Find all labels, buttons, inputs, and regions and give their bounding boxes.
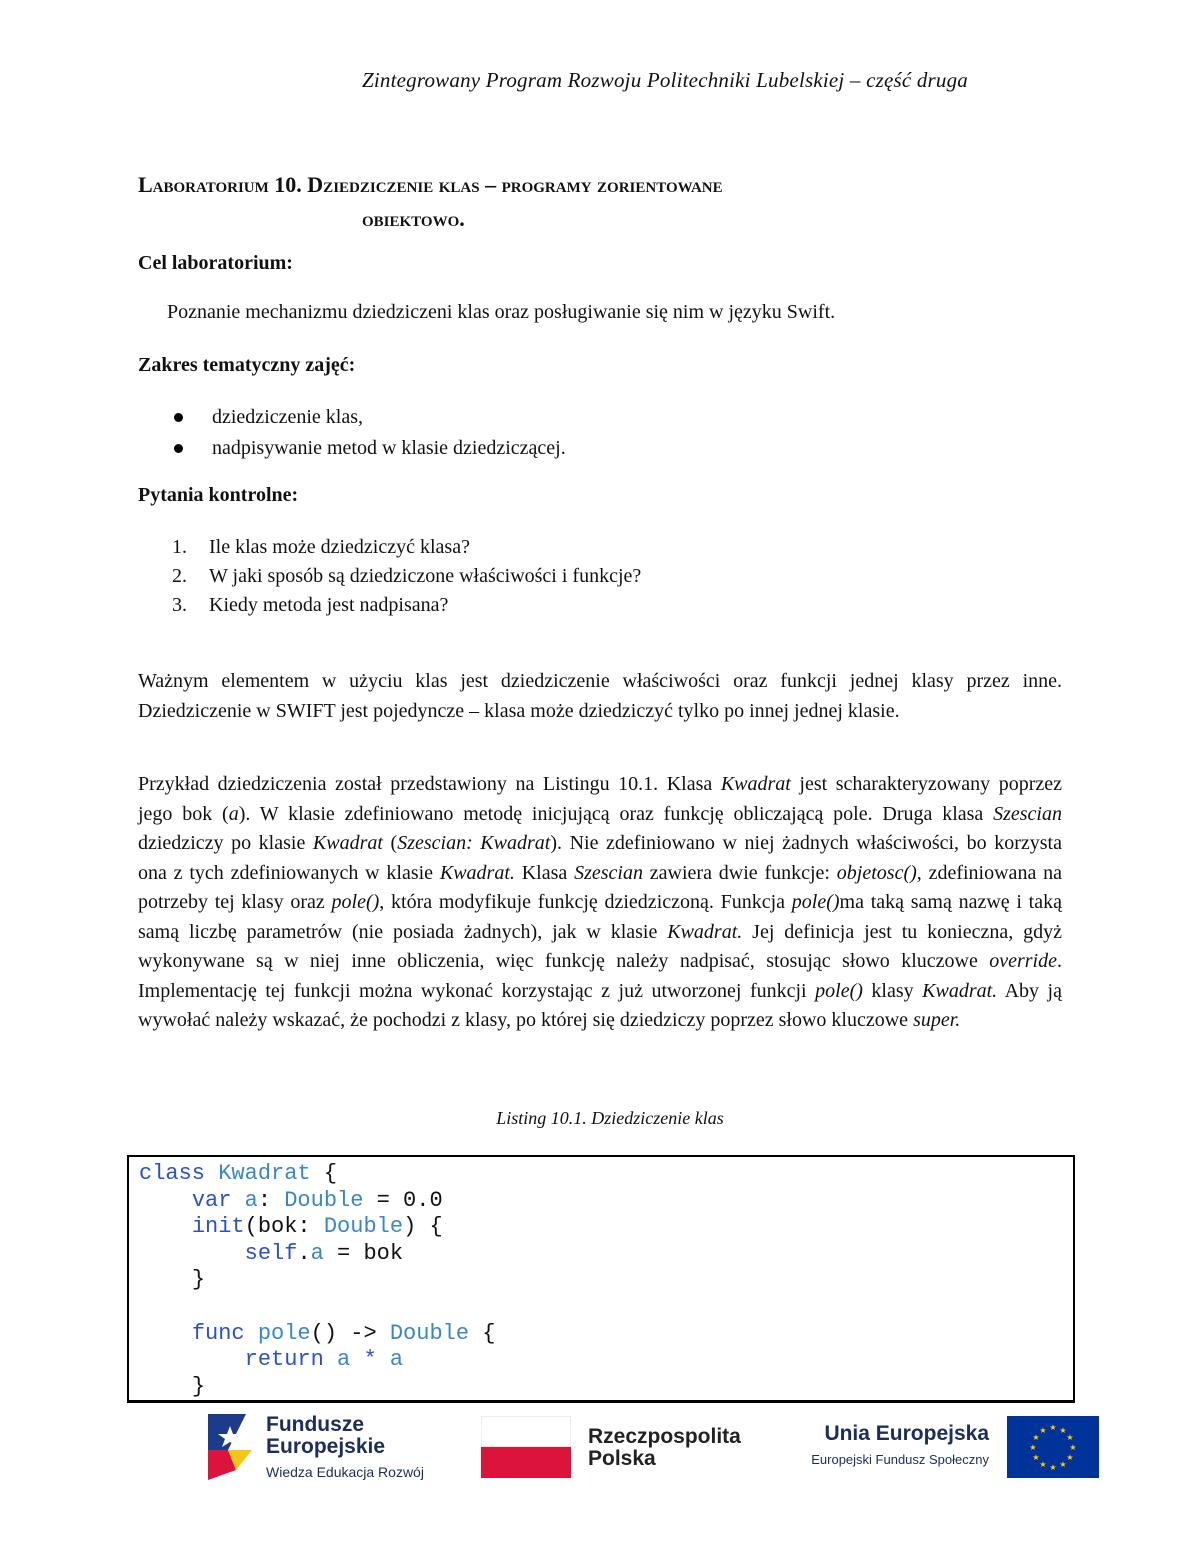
title-part-b: Dziedziczenie klas – programy zorientowane <box>307 172 723 197</box>
scope-list <box>170 402 566 464</box>
svg-text:★: ★ <box>1032 1433 1040 1442</box>
fundusze-europejskie-text: Fundusze Europejskie Wiedza Edukacja Rozwój <box>266 1413 424 1480</box>
title-part-a: Laboratorium 10. <box>138 172 308 197</box>
goal-heading: Cel laboratorium: <box>138 252 293 274</box>
lab-title <box>138 168 1058 236</box>
svg-text:★: ★ <box>1069 1443 1077 1452</box>
unia-europejska-text: Unia Europejska Europejski Fundusz Społeczny <box>811 1422 989 1467</box>
svg-text:★: ★ <box>1039 1426 1047 1435</box>
scope-heading: Zakres tematyczny zajęć: <box>138 354 356 376</box>
eu-flag-icon <box>1007 1416 1099 1478</box>
svg-text:★: ★ <box>1039 1460 1047 1469</box>
svg-text:★: ★ <box>1049 1423 1057 1432</box>
list-item: 3. Kiedy metoda jest nadpisana? <box>172 594 449 616</box>
questions-list <box>172 533 641 620</box>
svg-text:★: ★ <box>1059 1460 1067 1469</box>
list-item: dziedziczenie klas, <box>170 402 566 433</box>
paragraph-example: Przykład dziedziczenia został przedstawiony na Listingu 10.1. Klasa Kwadrat jest scharakteryzowany poprzez jego bok (a). W klasie zdefiniowano metodę inicjującą oraz funkcję obliczającą pole. Druga klasa Szescian dziedziczy po klasie Kwadrat (Szescian: Kwadrat). Nie zdefiniowano w niej żadnych właściwości, bo korzysta ona z tych zdefiniowanych w klasie Kwadrat. Klasa Szescian zawiera dwie funkcje: objetosc(), zdefiniowana na potrzeby tej klasy oraz pole(), która modyfikuje funkcję dziedziczoną. Funkcja pole()ma taką samą nazwę i taką samą liczbę parametrów (nie posiada żadnych), jak w klasie Kwadrat. Jej definicja jest tu konieczna, gdyż wykonywane są w niej inne obliczenia, więc funkcję należy nadpisać, stosując słowo kluczowe override. Implementację tej funkcji można wykonać korzystając z już utworzonej funkcji pole() klasy Kwadrat. Aby ją wywołać należy wskazać, że pochodzi z klasy, po której się dziedziczy poprzez słowo kluczowe super. <box>138 773 1063 1031</box>
svg-text:★: ★ <box>1059 1426 1067 1435</box>
svg-text:★: ★ <box>1066 1453 1074 1462</box>
paragraph-intro: Ważnym elementem w użyciu klas jest dziedziczenie właściwości oraz funkcji jednej klasy przez inne. Dziedziczenie w SWIFT jest pojedyncze – klasa może dziedziczyć tylko po innej jednej klasie. <box>138 670 1062 722</box>
list-item: 1. Ile klas może dziedziczyć klasa? <box>172 536 470 558</box>
list-item: 2. W jaki sposób są dziedziczone właściwości i funkcje? <box>172 565 642 587</box>
bullet-icon <box>174 444 183 453</box>
polish-flag-icon <box>481 1416 571 1478</box>
title-line-2: obiektowo. <box>362 206 465 231</box>
svg-text:★: ★ <box>1029 1443 1037 1452</box>
questions-heading: Pytania kontrolne: <box>138 484 299 506</box>
svg-text:★: ★ <box>1049 1463 1057 1472</box>
page-bottom-rule <box>127 1400 1075 1403</box>
list-item: nadpisywanie metod w klasie dziedziczącej. <box>170 433 566 464</box>
code-listing: class Kwadrat { var a: Double = 0.0 init(bok: Double) { self.a = bok } func pole() -> Double { return a * a } <box>127 1155 1075 1402</box>
svg-text:★: ★ <box>1066 1433 1074 1442</box>
bullet-icon <box>174 413 183 422</box>
listing-caption: Listing 10.1. Dziedziczenie klas <box>496 1108 724 1128</box>
rzeczpospolita-text: Rzeczpospolita Polska <box>588 1425 741 1470</box>
goal-text: Poznanie mechanizmu dziedziczeni klas oraz posługiwanie się nim w języku Swift. <box>167 301 836 323</box>
svg-text:★: ★ <box>1032 1453 1040 1462</box>
page-header: Zintegrowany Program Rozwoju Politechniki Lubelskiej – część druga <box>362 68 968 92</box>
fundusze-europejskie-logo-icon <box>206 1410 254 1484</box>
funding-footer <box>0 1410 1200 1490</box>
